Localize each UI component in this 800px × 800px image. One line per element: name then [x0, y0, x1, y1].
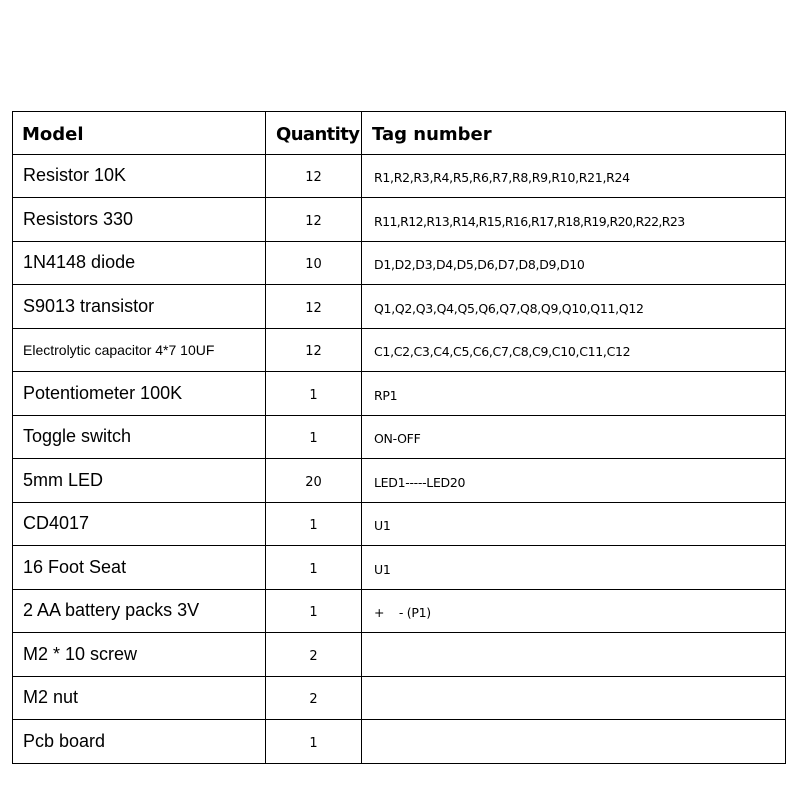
header-tag-number: Tag number	[362, 112, 786, 155]
quantity-cell: 1	[266, 589, 362, 633]
table-row	[13, 285, 786, 329]
tag-cell: Q1,Q2,Q3,Q4,Q5,Q6,Q7,Q8,Q9,Q10,Q11,Q12	[362, 285, 786, 329]
model-cell: M2 nut	[13, 676, 266, 720]
quantity-cell: 1	[266, 502, 362, 546]
tag-cell	[362, 633, 786, 677]
tag-cell: U1	[362, 546, 786, 590]
model-cell: Pcb board	[13, 720, 266, 764]
quantity-cell: 12	[266, 285, 362, 329]
model-cell: M2 * 10 screw	[13, 633, 266, 677]
quantity-cell: 10	[266, 241, 362, 285]
table-row	[13, 415, 786, 459]
model-cell: Potentiometer 100K	[13, 372, 266, 416]
model-cell: 16 Foot Seat	[13, 546, 266, 590]
quantity-cell: 12	[266, 328, 362, 372]
table-row	[13, 154, 786, 198]
table-row	[13, 502, 786, 546]
model-cell: 5mm LED	[13, 459, 266, 503]
header-quantity: Quantity	[266, 112, 362, 155]
table-row	[13, 589, 786, 633]
tag-cell: ON-OFF	[362, 415, 786, 459]
model-cell: 1N4148 diode	[13, 241, 266, 285]
model-cell: Resistors 330	[13, 198, 266, 242]
table-header-row	[13, 112, 786, 155]
model-cell: Toggle switch	[13, 415, 266, 459]
quantity-cell: 20	[266, 459, 362, 503]
table-row	[13, 328, 786, 372]
table-row	[13, 633, 786, 677]
table-row	[13, 459, 786, 503]
bom-table	[12, 111, 786, 764]
table-row	[13, 372, 786, 416]
quantity-cell: 12	[266, 154, 362, 198]
tag-cell	[362, 720, 786, 764]
tag-cell: D1,D2,D3,D4,D5,D6,D7,D8,D9,D10	[362, 241, 786, 285]
quantity-cell: 1	[266, 720, 362, 764]
model-cell: Electrolytic capacitor 4*7 10UF	[13, 328, 266, 372]
model-cell: S9013 transistor	[13, 285, 266, 329]
tag-cell: LED1-----LED20	[362, 459, 786, 503]
tag-cell	[362, 676, 786, 720]
quantity-cell: 12	[266, 198, 362, 242]
table-row	[13, 198, 786, 242]
quantity-cell: 2	[266, 676, 362, 720]
table-row	[13, 241, 786, 285]
table-row	[13, 546, 786, 590]
model-cell: CD4017	[13, 502, 266, 546]
header-model: Model	[13, 112, 266, 155]
quantity-cell: 1	[266, 372, 362, 416]
table-row	[13, 676, 786, 720]
tag-cell: + - (P1)	[362, 589, 786, 633]
model-cell: Resistor 10K	[13, 154, 266, 198]
tag-cell: U1	[362, 502, 786, 546]
quantity-cell: 1	[266, 415, 362, 459]
quantity-cell: 1	[266, 546, 362, 590]
tag-cell: R1,R2,R3,R4,R5,R6,R7,R8,R9,R10,R21,R24	[362, 154, 786, 198]
tag-cell: RP1	[362, 372, 786, 416]
table-row	[13, 720, 786, 764]
tag-cell: R11,R12,R13,R14,R15,R16,R17,R18,R19,R20,R22,R23	[362, 198, 786, 242]
model-cell: 2 AA battery packs 3V	[13, 589, 266, 633]
tag-cell: C1,C2,C3,C4,C5,C6,C7,C8,C9,C10,C11,C12	[362, 328, 786, 372]
quantity-cell: 2	[266, 633, 362, 677]
